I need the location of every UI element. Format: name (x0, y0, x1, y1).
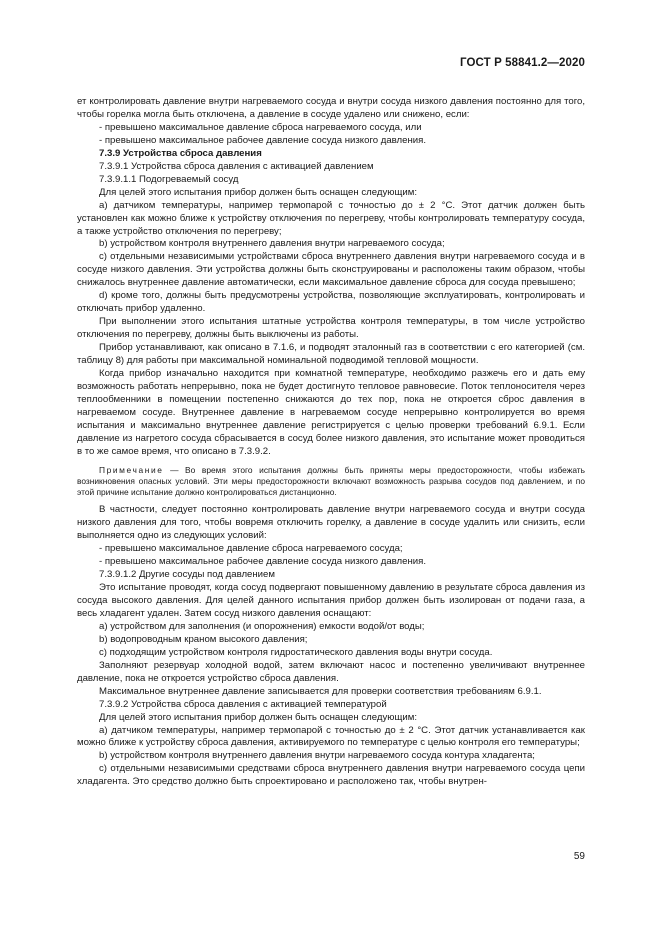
list-item: a) датчиком температуры, например термопарой с точностью до ± 2 °С. Этот датчик устанавливается как можно ближе к устройству сброса давления, активируемого по температуре с целью контроля его температуры; (77, 724, 585, 749)
subsection-heading: 7.3.9.2 Устройства сброса давления с активацией температурой (99, 698, 387, 710)
note-text: — Во время этого испытания должны быть приняты меры предосторожности, чтобы избежать возникновения опасных условий. Эти меры предосторожности включают возможность разрыва сосудов под давлением, и по этой причине испытание должно контролироваться дистанционно. (77, 464, 585, 498)
list-item: c) подходящим устройством контроля гидростатического давления воды внутри сосуда. (99, 646, 493, 658)
paragraph: В частности, следует постоянно контролировать давление внутри нагреваемого сосуда и внутри сосуда низкого давления для того, чтобы вовремя отключить горелку, а давление в сосуде удалить или снизить, если выполняется одно из следующих условий: (77, 504, 585, 542)
list-item: b) устройством контроля внутреннего давления внутри нагреваемого сосуда контура хладагента; (99, 750, 535, 762)
list-item: c) отдельными независимыми средствами сброса внутреннего давления внутри нагреваемого сосуда цепи хладагента. Это средство должно быть спроектировано и расположено так, чтобы внутрен- (77, 763, 585, 788)
paragraph: Прибор устанавливают, как описано в 7.1.6, и подводят эталонный газ в соответствии с его категорией (см. таблицу 8) для работы при максимальной номинальной подводимой тепловой мощности. (77, 342, 585, 367)
subsection-heading: 7.3.9.1.2 Другие сосуды под давлением (99, 569, 275, 581)
subsection-heading: 7.3.9.1 Устройства сброса давления с активацией давлением (99, 160, 374, 172)
list-item: b) устройством контроля внутреннего давления внутри нагреваемого сосуда; (99, 238, 445, 250)
note-label: Примечание (99, 464, 164, 475)
list-item: - превышено максимальное давление сброса нагреваемого сосуда; (99, 543, 403, 555)
page-number: 59 (573, 851, 585, 862)
paragraph: ет контролировать давление внутри нагреваемого сосуда и внутри сосуда низкого давления постоянно для того, чтобы горелка могла быть отключена, а давление в сосуде удалено или снижено, если: (77, 96, 585, 120)
paragraph: Для целей этого испытания прибор должен быть оснащен следующим: (99, 186, 417, 198)
list-item: - превышено максимальное давление сброса нагреваемого сосуда, или (99, 121, 422, 133)
paragraph: Это испытание проводят, когда сосуд подвергают повышенному давлению в результате сброса давления из сосуда высокого давления. Для целей данного испытания прибор должен быть изолирован от подачи газа, а весь хладагент удален. Затем сосуд низкого давления оснащают: (77, 582, 585, 619)
document-header: ГОСТ Р 58841.2—2020 (460, 57, 585, 69)
paragraph: Для целей этого испытания прибор должен быть оснащен следующим: (99, 711, 417, 723)
note (77, 465, 585, 499)
paragraph: Максимальное внутреннее давление записывается для проверки соответствия требованиям 6.9.1. (99, 685, 542, 697)
paragraph: Когда прибор изначально находится при комнатной температуре, необходимо разжечь его и дать ему возможность работать непрерывно, пока не будет достигнуто тепловое равновесие. Поток теплоносителя через теплообменники в помещении постепенно снижаются до тех пор, пока не откроется сброс давления в нагреваемом сосуде. Внутреннее давление в нагреваемом сосуде непрерывно контролируется во время испытания и максимально внутреннее давление регистрируется с целью проверки требований 6.9.1. Если давление из нагретого сосуда сбрасывается в сосуд более низкого давления, это испытание может проводиться в то же самое время, что описано в 7.3.9.2. (77, 368, 585, 457)
list-item: a) датчиком температуры, например термопарой с точностью до ± 2 °С. Этот датчик должен быть установлен как можно ближе к устройству отключения по перегреву, чтобы контролировать температуру сосуда, а также устройство отключения по перегреву; (77, 199, 585, 237)
paragraph: Заполняют резервуар холодной водой, затем включают насос и постепенно увеличивают внутреннее давление, пока не откроется устройство сброса давления. (77, 659, 585, 684)
list-item: - превышено максимальное рабочее давление сосуда низкого давления. (99, 556, 426, 568)
list-item: c) отдельными независимыми устройствами сброса внутреннего давления внутри нагреваемого сосуда и в сосуде низкого давления. Эти устройства должны быть сконструированы и расположены таким образом, чтобы снижалось внутреннее давление автоматически, если максимальное давление сброса для сосуда превышено; (77, 251, 585, 289)
list-item: - превышено максимальное рабочее давление сосуда низкого давления. (99, 134, 426, 146)
document-body (77, 96, 585, 789)
section-heading: 7.3.9 Устройства сброса давления (99, 147, 262, 159)
subsection-heading: 7.3.9.1.1 Подогреваемый сосуд (99, 173, 239, 185)
list-item: b) водопроводным краном высокого давления; (99, 633, 308, 645)
list-item: d) кроме того, должны быть предусмотрены устройства, позволяющие эксплуатировать, контролировать и отключать прибор удаленно. (77, 290, 585, 315)
list-item: a) устройством для заполнения (и опорожнения) емкости водой/от воды; (99, 620, 425, 632)
paragraph: При выполнении этого испытания штатные устройства контроля температуры, в том числе устройство отключения по перегреву, должны быть выключены из работы. (77, 316, 585, 341)
